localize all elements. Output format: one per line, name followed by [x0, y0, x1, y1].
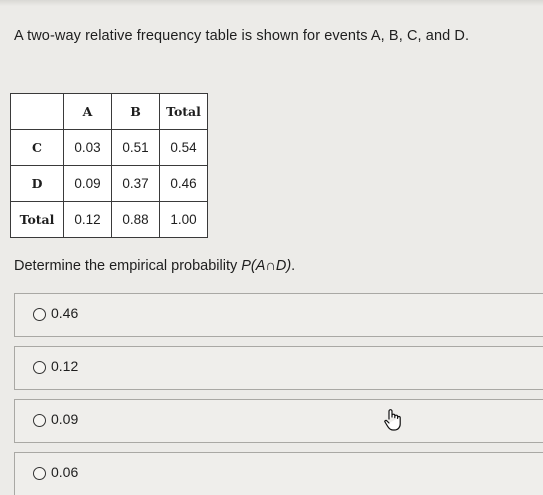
table-cell: 0.09	[64, 166, 112, 202]
column-header-b: B	[112, 94, 160, 130]
answer-choice-4[interactable]	[14, 452, 543, 495]
answer-choice-label: 0.12	[51, 358, 79, 374]
table-cell: 0.51	[112, 130, 160, 166]
table-corner-cell	[11, 94, 64, 130]
frequency-table	[10, 93, 208, 238]
radio-empty-icon[interactable]	[33, 361, 46, 374]
row-header-total: Total	[11, 202, 64, 238]
answer-choice-label: 0.09	[51, 411, 79, 427]
row-header-d: D	[11, 166, 64, 202]
table-header-row	[11, 94, 208, 130]
top-edge	[0, 0, 543, 6]
radio-empty-icon[interactable]	[33, 467, 46, 480]
answer-choice-2[interactable]	[14, 346, 543, 390]
radio-empty-icon[interactable]	[33, 414, 46, 427]
column-header-a: A	[64, 94, 112, 130]
answer-choice-3[interactable]	[14, 399, 543, 443]
radio-empty-icon[interactable]	[33, 308, 46, 321]
question-suffix: .	[291, 258, 296, 274]
question-text	[14, 258, 295, 274]
table-row	[11, 130, 208, 166]
table-cell: 0.03	[64, 130, 112, 166]
table-row	[11, 166, 208, 202]
column-header-total: Total	[160, 94, 208, 130]
question-prefix: Determine the empirical probability	[14, 258, 242, 274]
answer-choice-1[interactable]	[14, 293, 543, 337]
question-expression: P(A∩D)	[241, 258, 292, 274]
table-cell: 1.00	[160, 202, 208, 238]
hand-pointer-icon	[383, 408, 403, 432]
table-cell: 0.88	[112, 202, 160, 238]
table-row	[11, 202, 208, 238]
row-header-c: C	[11, 130, 64, 166]
table-cell: 0.12	[64, 202, 112, 238]
table-cell: 0.37	[112, 166, 160, 202]
problem-prompt: A two-way relative frequency table is shown for events A, B, C, and D.	[14, 28, 470, 44]
table-cell: 0.54	[160, 130, 208, 166]
answer-choice-label: 0.46	[51, 305, 79, 321]
table-cell: 0.46	[160, 166, 208, 202]
answer-choice-label: 0.06	[51, 464, 79, 480]
